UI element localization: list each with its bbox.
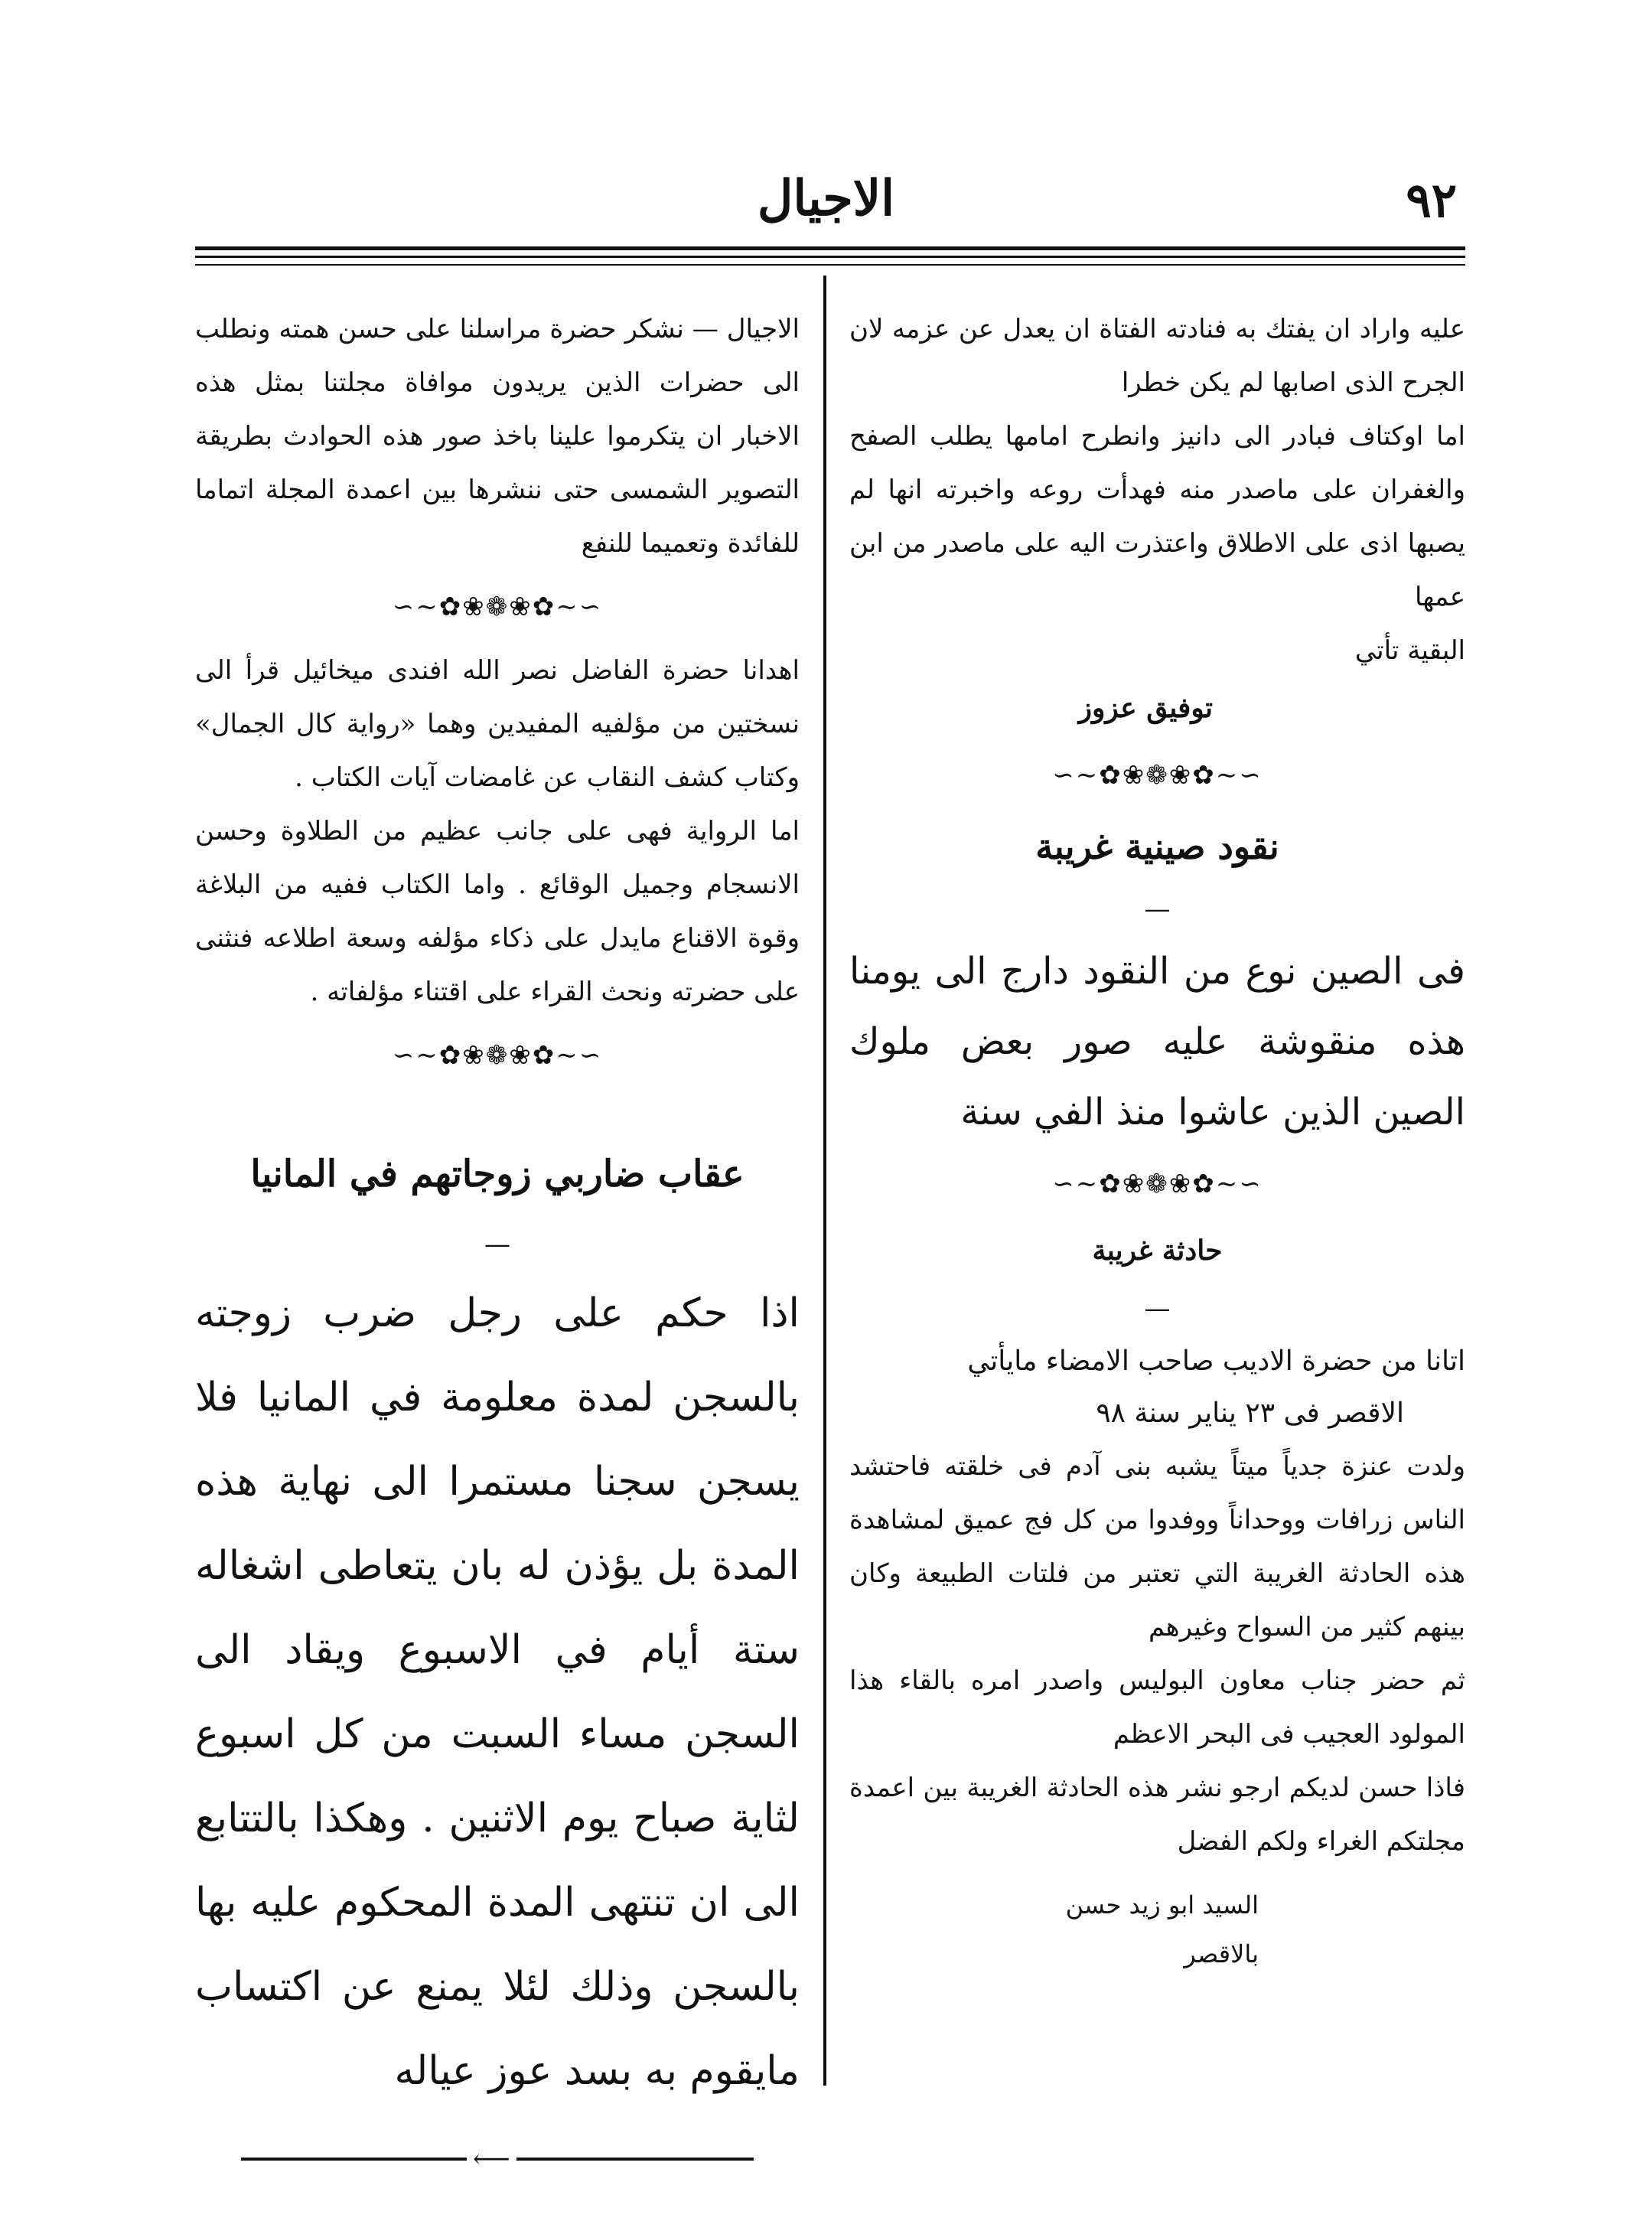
column-divider: [823, 276, 826, 2086]
article-title-germany: عقاب ضاربي زوجاتهم في المانيا: [250, 1153, 745, 1195]
journal-title: الاجيال: [757, 170, 895, 227]
title-dash: —: [1144, 1293, 1171, 1324]
continuation-note: البقية تأتي: [1354, 635, 1465, 666]
incident-paragraph-3: فاذا حسن لديكم ارجو نشر هذه الحادثة الغريبة بين اعمدة مجلتكم الغراء ولكم الفضل: [849, 1773, 1465, 1857]
chinese-coins-body: فى الصين نوع من النقود دارج الى يومنا هذه منقوشة عليه صور بعض ملوك الصين الذين عاشوا منذ الفي سنة: [849, 950, 1465, 1133]
incident-paragraph-2: ثم حضر جناب معاون البوليس واصدر امره بالقاء هذا المولود العجيب فى البحر الاعظم: [849, 1665, 1465, 1750]
end-rule: [241, 2144, 754, 2174]
right-column: [849, 302, 1465, 2086]
header-rule-top: [195, 246, 1465, 250]
signature-place: بالاقصر: [1184, 1939, 1259, 1968]
ornament-divider: ∼∽✿❀❁❀✿∽∼: [1052, 1169, 1263, 1199]
incident-intro: اتانا من حضرة الاديب صاحب الامضاء مايأتي: [967, 1345, 1465, 1377]
title-dash: —: [484, 1229, 510, 1260]
incident-paragraph-1: ولدت عنزة جدياً ميتاً يشبه بنى آدم فى خلقته فاحتشد الناس زرافات ووحداناً ووفدوا من كل فج عميق لمشاهدة هذه الحادثة الغريبة التي تعتبر من فلتات الطبيعة وكان بينهم كثير من السواح وغيرهم: [849, 1451, 1465, 1642]
continuation-paragraph-1: عليه واراد ان يفتك به فنادته الفتاة ان يعدل عن عزمه لان الجرح الذى اصابها لم يكن خطرا: [849, 314, 1465, 398]
article-title-strange-incident: حادثة غريبة: [1092, 1235, 1223, 1267]
books-paragraph-1: اهدانا حضرة الفاضل نصر الله افندى ميخائيل قرأ الى نسختين من مؤلفيه المفيدين وهما «رواية كال الجمال» وكتاب كشف النقاب عن غامضات آيات الكتاب .: [195, 655, 800, 793]
left-column: [195, 302, 800, 2174]
ornament-divider: ∼∽✿❀❁❀✿∽∼: [1052, 760, 1263, 791]
header-rule-bottom: [195, 264, 1465, 266]
arrow-icon: ⟵: [467, 2148, 516, 2170]
continuation-author: توفيق عزوز: [1078, 692, 1213, 724]
header-rule-middle: [195, 256, 1465, 258]
ornament-divider: ∼∽✿❀❁❀✿∽∼: [392, 592, 603, 622]
signature-name: السيد ابو زيد حسن: [1065, 1890, 1259, 1920]
ornament-divider: ∼∽✿❀❁❀✿∽∼: [392, 1040, 603, 1071]
books-paragraph-2: اما الرواية فهى على جانب عظيم من الطلاوة وحسن الانسجام وجميل الوقائع . واما الكتاب ففيه من البلاغة وقوة الاقناع مايدل على ذكاء مؤلفه وسعة اطلاعه فنثنى على حضرته ونحث القراء على اقتناء مؤلفاته .: [195, 816, 800, 1007]
title-dash: —: [1144, 894, 1171, 925]
continuation-footer: [849, 624, 1465, 677]
article-title-chinese-coins: نقود صينية غريبة: [1035, 826, 1279, 867]
incident-dateline: الاقصر فى ٢٣ يناير سنة ٩٨: [1096, 1398, 1404, 1429]
incident-signature: [849, 1880, 1465, 1978]
editor-note: الاجيال — نشكر حضرة مراسلنا على حسن همته ونطلب الى حضرات الذين يريدون موافاة مجلتنا بمثل هذه الاخبار ان يتكرموا علينا باخذ صور هذه الحوادث بطريقة التصوير الشمسى حتى ننشرها بين اعمدة المجلة اتماما للفائدة وتعميما للنفع: [195, 314, 800, 559]
page-number: ٩٢: [1406, 172, 1457, 228]
continuation-paragraph-2: اما اوكتاف فبادر الى دانيز وانطرح امامها يطلب الصفح والغفران على ماصدر منه فهدأت روعه واخبرته انها لم يصبها اذى على الاطلاق واعتذرت اليه على ماصدر من ابن عمها: [849, 421, 1465, 612]
germany-article-body: اذا حكم على رجل ضرب زوجته بالسجن لمدة معلومة في المانيا فلا يسجن سجنا مستمرا الى نهاية هذه المدة بل يؤذن له بان يتعاطى اشغاله ستة أيام في الاسبوع ويقاد الى السجن مساء السبت من كل اسبوع لثاية صباح يوم الاثنين . وهكذا بالتتابع الى ان تنتهى المدة المحكوم عليه بها بالسجن وذلك لئلا يمنع عن اكتساب مايقوم به بسد عوز عياله: [195, 1290, 800, 2094]
